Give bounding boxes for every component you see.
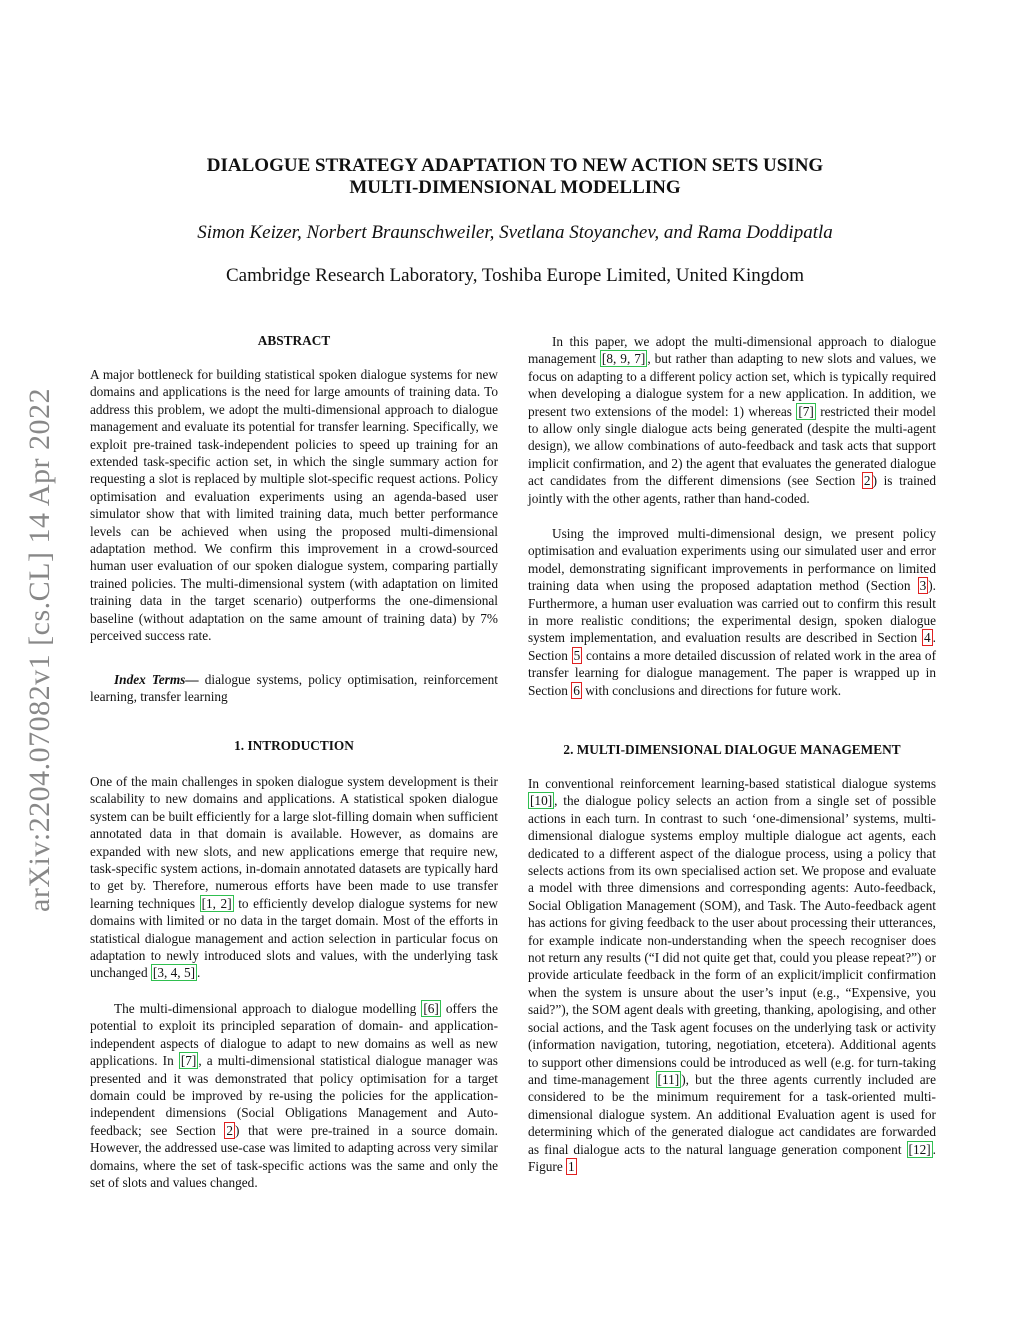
section-link[interactable]: 3 [919,578,927,594]
paper-title [120,155,910,199]
abstract-heading: ABSTRACT [257,333,331,348]
figure-link[interactable]: 1 [568,1158,575,1174]
authors: Simon Keizer, Norbert Braunschweiler, Svetlana Stoyanchev, and Rama Doddipatla [197,222,833,243]
affiliation: Cambridge Research Laboratory, Toshiba Europe Limited, United Kingdom [225,265,805,286]
citation-link[interactable]: [7] [798,403,814,419]
citation-link[interactable]: [12] [908,1141,931,1157]
citation-link[interactable]: [7] [180,1053,197,1069]
section-link[interactable]: 6 [573,682,580,698]
citation-link[interactable]: [3, 4, 5] [152,965,196,981]
index-terms-text: dialogue systems, policy optimisation, reinforcement learning, transfer learning [90,672,499,705]
intro-paragraph-2: The multi-dimensional approach to dialogue modelling [6] offers the potential to exploit its principled separation of domain- and application-independent aspects of dialogue to adapt to new domains as well as new applications. In [7] , a multi-dimensional statistical dialogue manager was presented and it was demonstrated that policy optimisation for a target domain could be improved by re-using the policies for the application-independent dimensions (Social Obligations Management and Auto-feedback; see Section 2 ) that were pre-trained in a source domain. However, the addressed use-case was limited to adapting across very similar domains, where the set of task-specific actions was the same and only the set of slots and values changed. [90,1001,498,1191]
section-link[interactable]: 2 [226,1122,234,1138]
right-paragraph-2: Using the improved multi-dimensional design, we present policy optimisation and evaluation experiments using our simulated user and error model, demonstrating significant improvements in performance on limited training data when using the proposed adaptation method (Section 3 ). Furthermore, a human user evaluation was carried out to confirm this result in more realistic conditions; the experimental design, spoken dialogue system implementation, and evaluation results are described in Section 4 . Section 5 contains a more detailed discussion of related work in the area of transfer learning for dialogue management. The paper is wrapped up in Section 6 with conclusions and directions for future work. [528,526,936,698]
title-line-2: MULTI-DIMENSIONAL MODELLING [349,177,681,198]
citation-link[interactable]: [8, 9, 7] [601,351,646,367]
index-terms [90,671,498,706]
intro-paragraph-1: One of the main challenges in spoken dialogue system development is their scalability to new domains and applications. A statistical spoken dialogue system can be built efficiently for a large slot-filling domain when sufficient annotated data in that domain is available. However, as domains are expanded with new slots, and new applications emerge that require new, task-specific system actions, in-domain annotated datasets are typically hard to get by. Therefore, numerous efforts have been made to use transfer learning techniques [1, 2] to efficiently develop dialogue systems for new domains with limited or no data in the target domain. Most of the efforts in statistical dialogue management and action selection in particular focus on adaptation to newly introduced slots and values, with the underlying task unchanged [3, 4, 5] . [90,774,498,981]
arxiv-stamp-text: arXiv:2204.07082v1 [cs.CL] 14 Apr 2022 [23,388,57,912]
right-paragraph-1: In this paper, we adopt the multi-dimensional approach to dialogue management [8, 9, 7] , but rather than adapting to new slots and values, we focus on adapting to a different policy action set, which is typically required when developing a dialogue system for a new application. In addition, we present two extensions of the model: 1) whereas [7] restricted their model to allow only single dialogue acts being generated (despite the multi-agent design), we allow combinations of auto-feedback and task acts that support implicit confirmation, and 2) the agent that evaluates the generated dialogue act candidates from the different dimensions (see Section 2 ) is trained jointly with the other agents, rather than hand-coded. [528,334,936,506]
abstract-text: A major bottleneck for building statistical spoken dialogue systems for new domains and applications is the need for large amounts of training data. To address this problem, we adopt the multi-dimensional approach to dialogue management and evaluate its potential for transfer learning. Specifically, we exploit pre-trained task-independent policies to speed up training for an extended task-specific action set, in which the single summary action for requesting a slot is replaced by multiple slot-specific request actions. Policy optimisation and evaluation experiments using an agenda-based user simulator show that with limited training data, much better performance levels can be achieved when using the proposed multi-dimensional adaptation method. We confirm this improvement in a crowd-sourced human user evaluation of our spoken dialogue system, comparing partially trained policies. The multi-dimensional system (with adaptation on limited training data in the target scenario) outperforms the one-dimensional baseline (without adaptation on the same amount of training data) by 7% perceived success rate. [90,367,498,644]
citation-link[interactable]: [11] [657,1071,680,1087]
citation-link[interactable]: [10] [530,793,553,809]
citation-link[interactable]: [1, 2] [201,895,232,911]
title-line-1: DIALOGUE STRATEGY ADAPTATION TO NEW ACTION SETS USING [206,155,824,176]
section-link[interactable]: 2 [863,473,871,489]
section2-paragraph-1: In conventional reinforcement learning-based statistical dialogue systems [10] , the dialogue policy selects an action from a single set of possible actions in each turn. In contrast to such ‘one-dimensional’ systems, multi-dimensional dialogue systems employ multiple dialogue act agents, each dedicated to a different aspect of the dialogue process, using a policy that selects actions from its own specialised action set. We propose and evaluate a model with three dimensions and corresponding agents: Auto-feedback, Social Obligation Management (SOM), and Task. The Auto-feedback agent has actions for giving feedback to the user about processing their utterances, for example indicate non-understanding when the speech recogniser does not return any results (“I did not quite get that, could you please repeat?”) or provide articulate feedback in the form of an explicit/implicit confirmation when the system is unsure about the user’s input (e.g., “Expensive, you said?”), the SOM agent deals with greeting, thanking, apologising, and other social actions, and the Task agent focuses on the underlying task or activity (information navigation, tutoring, negotiation, etcetera). Additional agents to support other dimensions could be introduced as well (e.g. for turn-taking and time-management [11] ), but the three agents currently included are considered to be the minimum requirement for a task-oriented multi-dimensional dialogue system. An additional Evaluation agent is used for determining which of the generated dialogue act candidates are forwarded as final dialogue acts to the natural language generation component [12] . Figure 1 [528,776,936,1174]
intro-heading: 1. INTRODUCTION [234,738,354,753]
section-link[interactable]: 5 [573,647,581,663]
section2-heading: 2. MULTI-DIMENSIONAL DIALOGUE MANAGEMENT [563,742,901,757]
section-link[interactable]: 4 [924,630,931,646]
arxiv-stamp [20,355,60,945]
citation-link[interactable]: [6] [423,1001,439,1016]
index-terms-label: Index Terms— [114,672,199,687]
